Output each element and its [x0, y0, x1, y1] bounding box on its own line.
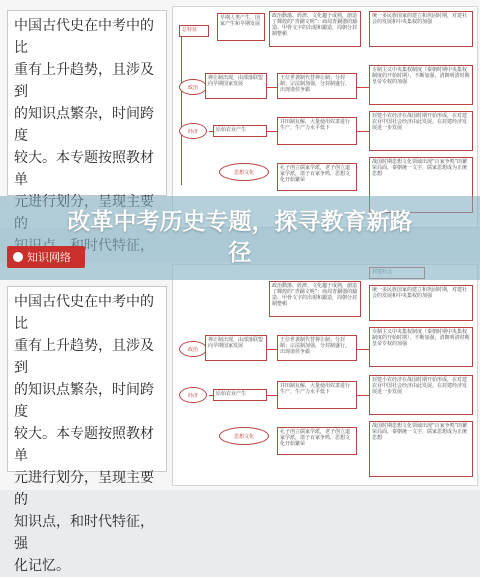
intro-line: 较大。本专题按照教材单 [14, 426, 154, 464]
node-economy-2: 井田制瓦解，大量使用奴隶进行生产，生产力水平低下 [277, 381, 357, 409]
node-root: 总特征 [179, 25, 209, 37]
node-politics-3: 专制主义中央集权制度（秦朝时期中央集权制度的开始时期），不断加强，清朝明清时期皇帝专权的加强 [369, 327, 473, 367]
content-panel-bottom [0, 262, 480, 574]
node-economy-1: 原始农业产生 [213, 389, 267, 401]
intro-line: 的知识点繁杂，时间跨度 [14, 382, 154, 420]
knowledge-diagram [172, 264, 478, 486]
content-panel-top [0, 0, 480, 228]
node-era2: 统一多民族国家的建立和巩固时期，对建社会的发展和中央集权的加强 [369, 11, 473, 47]
bullet-icon [13, 252, 23, 262]
node-thought: 思想文化 [219, 163, 269, 181]
node-thought-1: 孔子创立儒家学派，老子创立道家学派，诸子百家争鸣，思想文化开始繁荣 [277, 163, 357, 191]
intro-textbox [7, 286, 167, 574]
node-politics-1: 禅让制出现，由部落联盟向早期国家发展 [205, 73, 267, 99]
intro-line: 重有上升趋势，且涉及到 [14, 62, 154, 100]
node-politics-3: 专制主义中央集权制度（秦朝时期中央集权制度的开始时期），不断加强，清朝明清时期皇帝专权的加强 [369, 65, 473, 105]
node-economy-1: 原始农业产生 [213, 125, 267, 137]
node-politics-1: 禅让制出现，由部落联盟向早期国家发展 [205, 335, 267, 361]
node-politics-2: 王位世袭制代替禅让制；分封制；宗法制加强，分封制盛行，出现诸侯争霸 [277, 335, 357, 361]
node-economy-3: 封建小农经济在战国时期开始形成，在对建农业中国社会经济由此发展，在封建经济发展进一步发展 [369, 111, 473, 151]
knowledge-diagram [172, 6, 478, 228]
node-thought-1: 孔子创立儒家学派，老子创立道家学派，诸子百家争鸣，思想文化开始繁荣 [277, 427, 357, 455]
node-economy-2: 井田制瓦解，大量使用奴隶进行生产，生产力水平低下 [277, 117, 357, 145]
section-tag-label: 知识网络 [27, 251, 71, 264]
node-thought: 思想文化 [219, 427, 269, 445]
node-economy-3: 封建小农经济在战国时期开始形成，在对建农业中国社会经济由此发展，在封建经济发展进一步发展 [369, 375, 473, 415]
banner-title: 改革中考历史专题，探寻教育新路径 [67, 209, 413, 266]
intro-line: 化记忆。 [14, 558, 70, 574]
node-economy: 经济 [179, 387, 207, 403]
node-politics: 政治 [179, 79, 207, 95]
intro-line: 元进行划分，呈现主要的 [14, 470, 154, 508]
node-era1: 早期人类产生、国家产生和早期发展 [217, 13, 265, 41]
node-economy: 经济 [179, 123, 207, 139]
intro-line: 中国古代史在中考中的比 [14, 18, 154, 56]
intro-line: 较大。本专题按照教材单 [14, 150, 154, 188]
node-era2: 统一多民族国家的建立和巩固时期，对建社会的发展和中央集权的加强 [369, 285, 473, 321]
section-tag [7, 246, 85, 268]
node-era1-text: 政治動蕩、經濟、文化趨于成熟，創造了輝煌的“青銅文明”：商周青銅器的鑄造、甲骨文字的出現和鍛造，周朝分封制整頓 [269, 281, 361, 317]
node-era1-text: 政治動蕩、經濟、文化趨于成熟，創造了輝煌的“青銅文明”：商周青銅器的鑄造、甲骨文字的出現和鍛造，周朝分封制整頓 [269, 11, 361, 47]
node-thought-2: 战国时期思想文化领域出现“百家争鸣”的繁荣局面，秦朝统一文字，儒家思想成为正统思想 [369, 421, 473, 477]
intro-line: 的知识点繁杂，时间跨度 [14, 106, 154, 144]
intro-line: 中国古代史在中考中的比 [14, 294, 154, 332]
intro-textbox [7, 10, 167, 196]
node-thought-2: 战国时期思想文化领域出现“百家争鸣”的繁荣局面，秦朝统一文字，儒家思想成为正统思想 [369, 157, 473, 213]
node-politics-2: 王位世袭制代替禅让制；分封制；宗法制加强，分封制盛行，出现诸侯争霸 [277, 73, 357, 99]
node-politics: 政治 [179, 341, 207, 357]
intro-line: 知识点，和时代特征，强 [14, 514, 154, 552]
intro-line: 重有上升趋势，且涉及到 [14, 338, 154, 376]
